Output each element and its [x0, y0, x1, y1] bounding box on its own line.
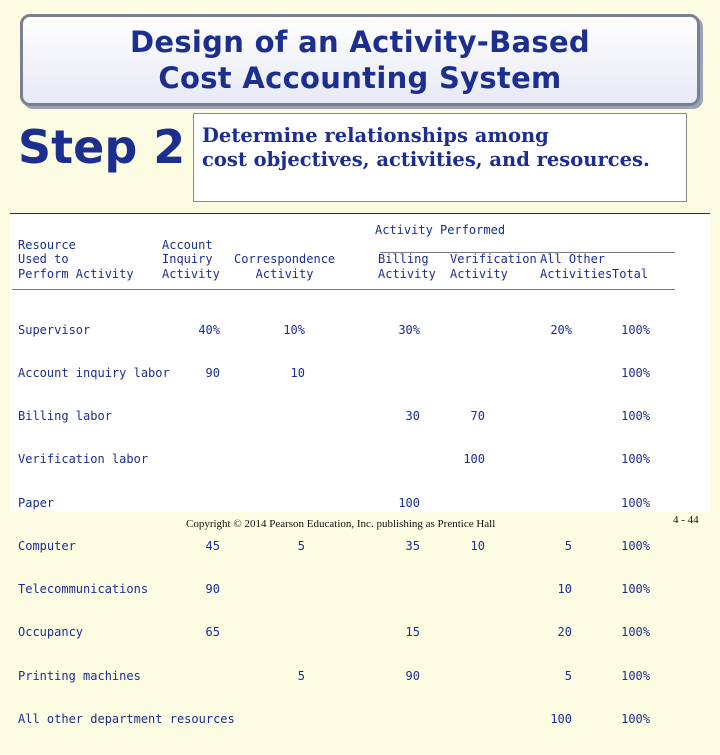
step-description-line-2: cost objectives, activities, and resources. — [202, 148, 650, 171]
header-correspondence: Correspondence Activity — [234, 252, 336, 281]
table-row: Verification labor — [18, 452, 149, 467]
column-verification: 70 100 10 — [463, 409, 485, 553]
slide-title-line-1: Design of an Activity-Based — [130, 25, 590, 59]
group-header-activity-performed: Activity Performed — [375, 223, 506, 237]
table-row: Printing machines — [18, 668, 141, 683]
table-row: Supervisor — [18, 322, 91, 337]
column-billing: 30% 30 100 35 15 90 — [398, 322, 420, 683]
column-all-other: 20% 5 10 20 5 100 — [550, 322, 572, 726]
header-billing: Billing Activity — [378, 252, 436, 281]
header-verification: Verification Activity — [450, 252, 537, 281]
step-label: Step 2 — [18, 120, 186, 174]
table-row: Paper — [18, 495, 55, 510]
slide-title-box — [20, 14, 700, 106]
table-row: Occupancy — [18, 625, 84, 640]
column-total: 100% 100% 100% 100% 100% 100% 100% 100% 100% 100% — [621, 322, 650, 726]
table-row: Telecommunications — [18, 582, 149, 597]
header-account-inquiry: Account Inquiry Activity — [162, 238, 220, 281]
table-row: Billing labor — [18, 409, 112, 424]
slide-title-line-2: Cost Accounting System — [158, 61, 562, 95]
column-account-inquiry: 40% 90 45 90 65 — [198, 322, 220, 640]
column-correspondence: 10% 10 5 5 — [283, 322, 305, 683]
step-description-box — [193, 113, 687, 202]
table-row: All other department resources — [18, 711, 235, 726]
copyright-footer: Copyright © 2014 Pearson Education, Inc. publishing as Prentice Hall — [186, 518, 496, 530]
header-all-other: All Other Activities — [540, 252, 613, 281]
step-description-line-1: Determine relationships among — [202, 124, 549, 147]
table-row: Account inquiry labor — [18, 366, 170, 381]
step-description — [202, 124, 650, 172]
header-rule — [12, 289, 675, 290]
page-number: 4 - 44 — [673, 514, 699, 526]
header-resource: Resource Used to Perform Activity — [18, 238, 134, 281]
header-total: Total — [612, 266, 649, 281]
table-row: Computer — [18, 538, 76, 553]
